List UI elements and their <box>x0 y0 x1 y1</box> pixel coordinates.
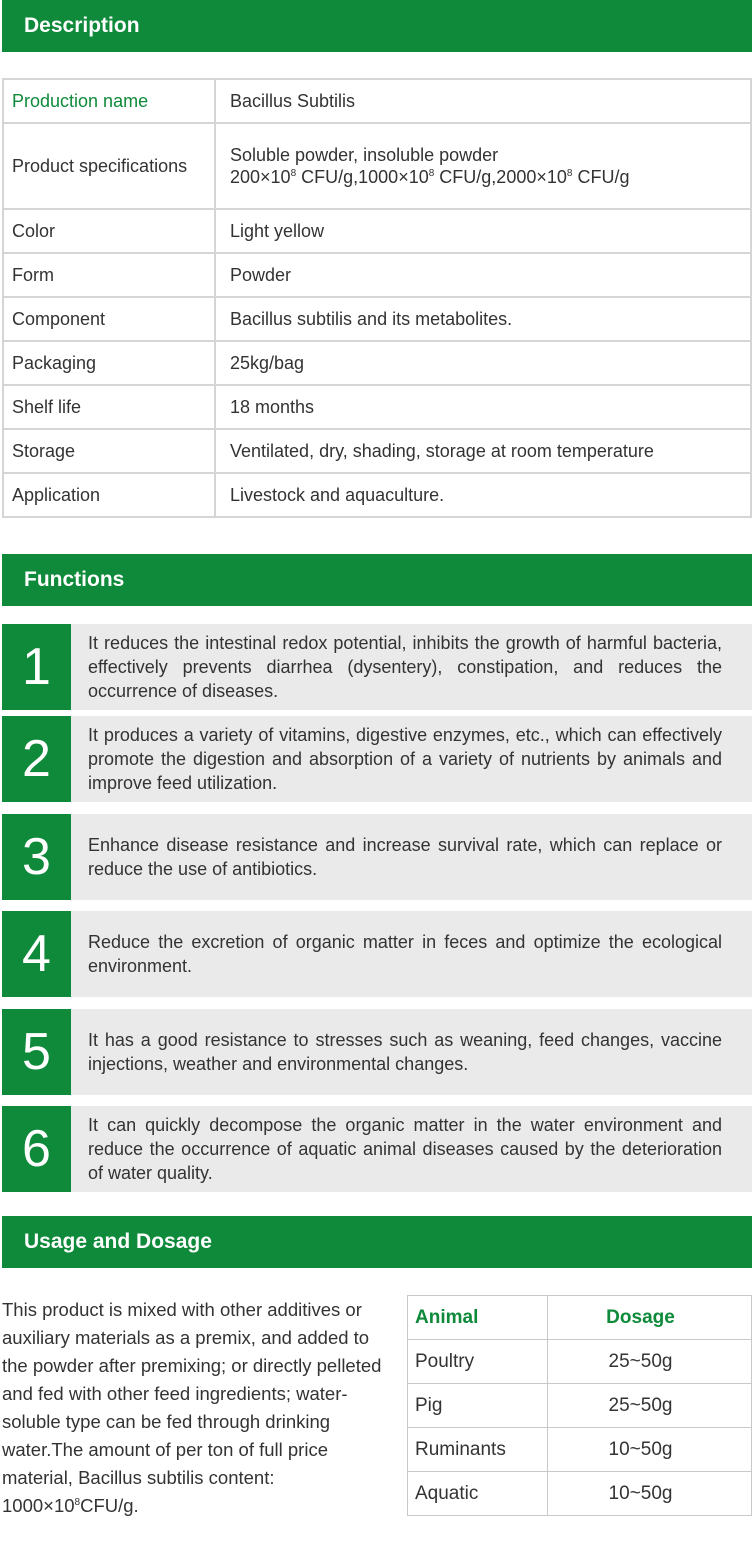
application-value: Livestock and aquaculture. <box>215 473 751 517</box>
table-row <box>408 1340 752 1384</box>
function-item-2 <box>2 716 752 802</box>
function-text: It produces a variety of vitamins, digestive enzymes, etc., which can effectively promote the digestion and absorption of a variety of nutrients by animals and improve feed utilization. <box>88 725 722 793</box>
function-text: It can quickly decompose the organic matter in the water environment and reduce the occurrence of aquatic animal diseases caused by the deterioration of water quality. <box>88 1115 722 1183</box>
column-header-dosage: Dosage <box>548 1296 752 1340</box>
dosage-cell: 10~50g <box>548 1472 752 1516</box>
production-name-label: Production name <box>3 79 215 123</box>
column-header-animal: Animal <box>408 1296 548 1340</box>
functions-header <box>2 554 752 606</box>
dosage-table <box>407 1295 752 1516</box>
function-text: It reduces the intestinal redox potential, inhibits the growth of harmful bacteria, effectively prevents diarrhea (dysentery), constipation, and reduces the occurrence of diseases. <box>88 633 722 701</box>
table-row <box>3 385 751 429</box>
table-header-row <box>408 1296 752 1340</box>
animal-cell: Poultry <box>408 1340 548 1384</box>
specifications-line1: Soluble powder, insoluble powder <box>230 145 499 165</box>
table-row <box>408 1384 752 1428</box>
function-number: 3 <box>2 814 71 900</box>
function-number: 2 <box>2 716 71 802</box>
form-label: Form <box>3 253 215 297</box>
usage-header <box>2 1216 752 1268</box>
description-header <box>2 0 752 52</box>
storage-value: Ventilated, dry, shading, storage at room temperature <box>215 429 751 473</box>
functions-title: Functions <box>24 568 125 591</box>
shelf-life-value: 18 months <box>215 385 751 429</box>
function-text: Reduce the excretion of organic matter in feces and optimize the ecological environment. <box>88 932 722 976</box>
table-row <box>3 473 751 517</box>
usage-title: Usage and Dosage <box>24 1230 212 1253</box>
specifications-label: Product specifications <box>3 123 215 209</box>
color-value: Light yellow <box>215 209 751 253</box>
spec-table <box>2 78 752 518</box>
function-item-6 <box>2 1106 752 1192</box>
table-row <box>3 253 751 297</box>
animal-cell: Pig <box>408 1384 548 1428</box>
component-value: Bacillus subtilis and its metabolites. <box>215 297 751 341</box>
function-item-1 <box>2 624 752 710</box>
function-number: 5 <box>2 1009 71 1095</box>
application-label: Application <box>3 473 215 517</box>
function-number: 1 <box>2 624 71 710</box>
table-row <box>3 429 751 473</box>
dosage-cell: 10~50g <box>548 1428 752 1472</box>
function-text: It has a good resistance to stresses such as weaning, feed changes, vaccine injections, weather and environmental changes. <box>88 1030 722 1074</box>
dosage-cell: 25~50g <box>548 1340 752 1384</box>
table-row <box>408 1472 752 1516</box>
function-item-4 <box>2 911 752 997</box>
description-title: Description <box>24 14 140 37</box>
table-row <box>3 79 751 123</box>
table-row <box>3 297 751 341</box>
specifications-line2: $200\times 10^8$ CFU/$g,1000\times 10^8$ CFU/$g,2000\times 10^8$ CFU/g <box>230 167 630 187</box>
usage-description: This product is mixed with other additives or auxiliary materials as a premix, and added to the powder after premixing; or directly pelleted and fed with other feed ingredients; water-soluble type can be fed through drinking water.The amount of per ton of full price material, Bacillus subtilis content: $1000\times 10^8CFU/g$. <box>2 1299 382 1516</box>
table-row <box>3 123 751 209</box>
packaging-value: 25kg/bag <box>215 341 751 385</box>
animal-cell: Aquatic <box>408 1472 548 1516</box>
component-label: Component <box>3 297 215 341</box>
dosage-cell: 25~50g <box>548 1384 752 1428</box>
form-value: Powder <box>215 253 751 297</box>
table-row <box>3 209 751 253</box>
function-number: 6 <box>2 1106 71 1192</box>
function-number: 4 <box>2 911 71 997</box>
function-item-3 <box>2 814 752 900</box>
specifications-value <box>215 123 751 209</box>
production-name-value: Bacillus Subtilis <box>215 79 751 123</box>
color-label: Color <box>3 209 215 253</box>
animal-cell: Ruminants <box>408 1428 548 1472</box>
packaging-label: Packaging <box>3 341 215 385</box>
table-row <box>408 1428 752 1472</box>
table-row <box>3 341 751 385</box>
storage-label: Storage <box>3 429 215 473</box>
shelf-life-label: Shelf life <box>3 385 215 429</box>
function-item-5 <box>2 1009 752 1095</box>
function-text: Enhance disease resistance and increase survival rate, which can replace or reduce the use of antibiotics. <box>88 835 722 879</box>
